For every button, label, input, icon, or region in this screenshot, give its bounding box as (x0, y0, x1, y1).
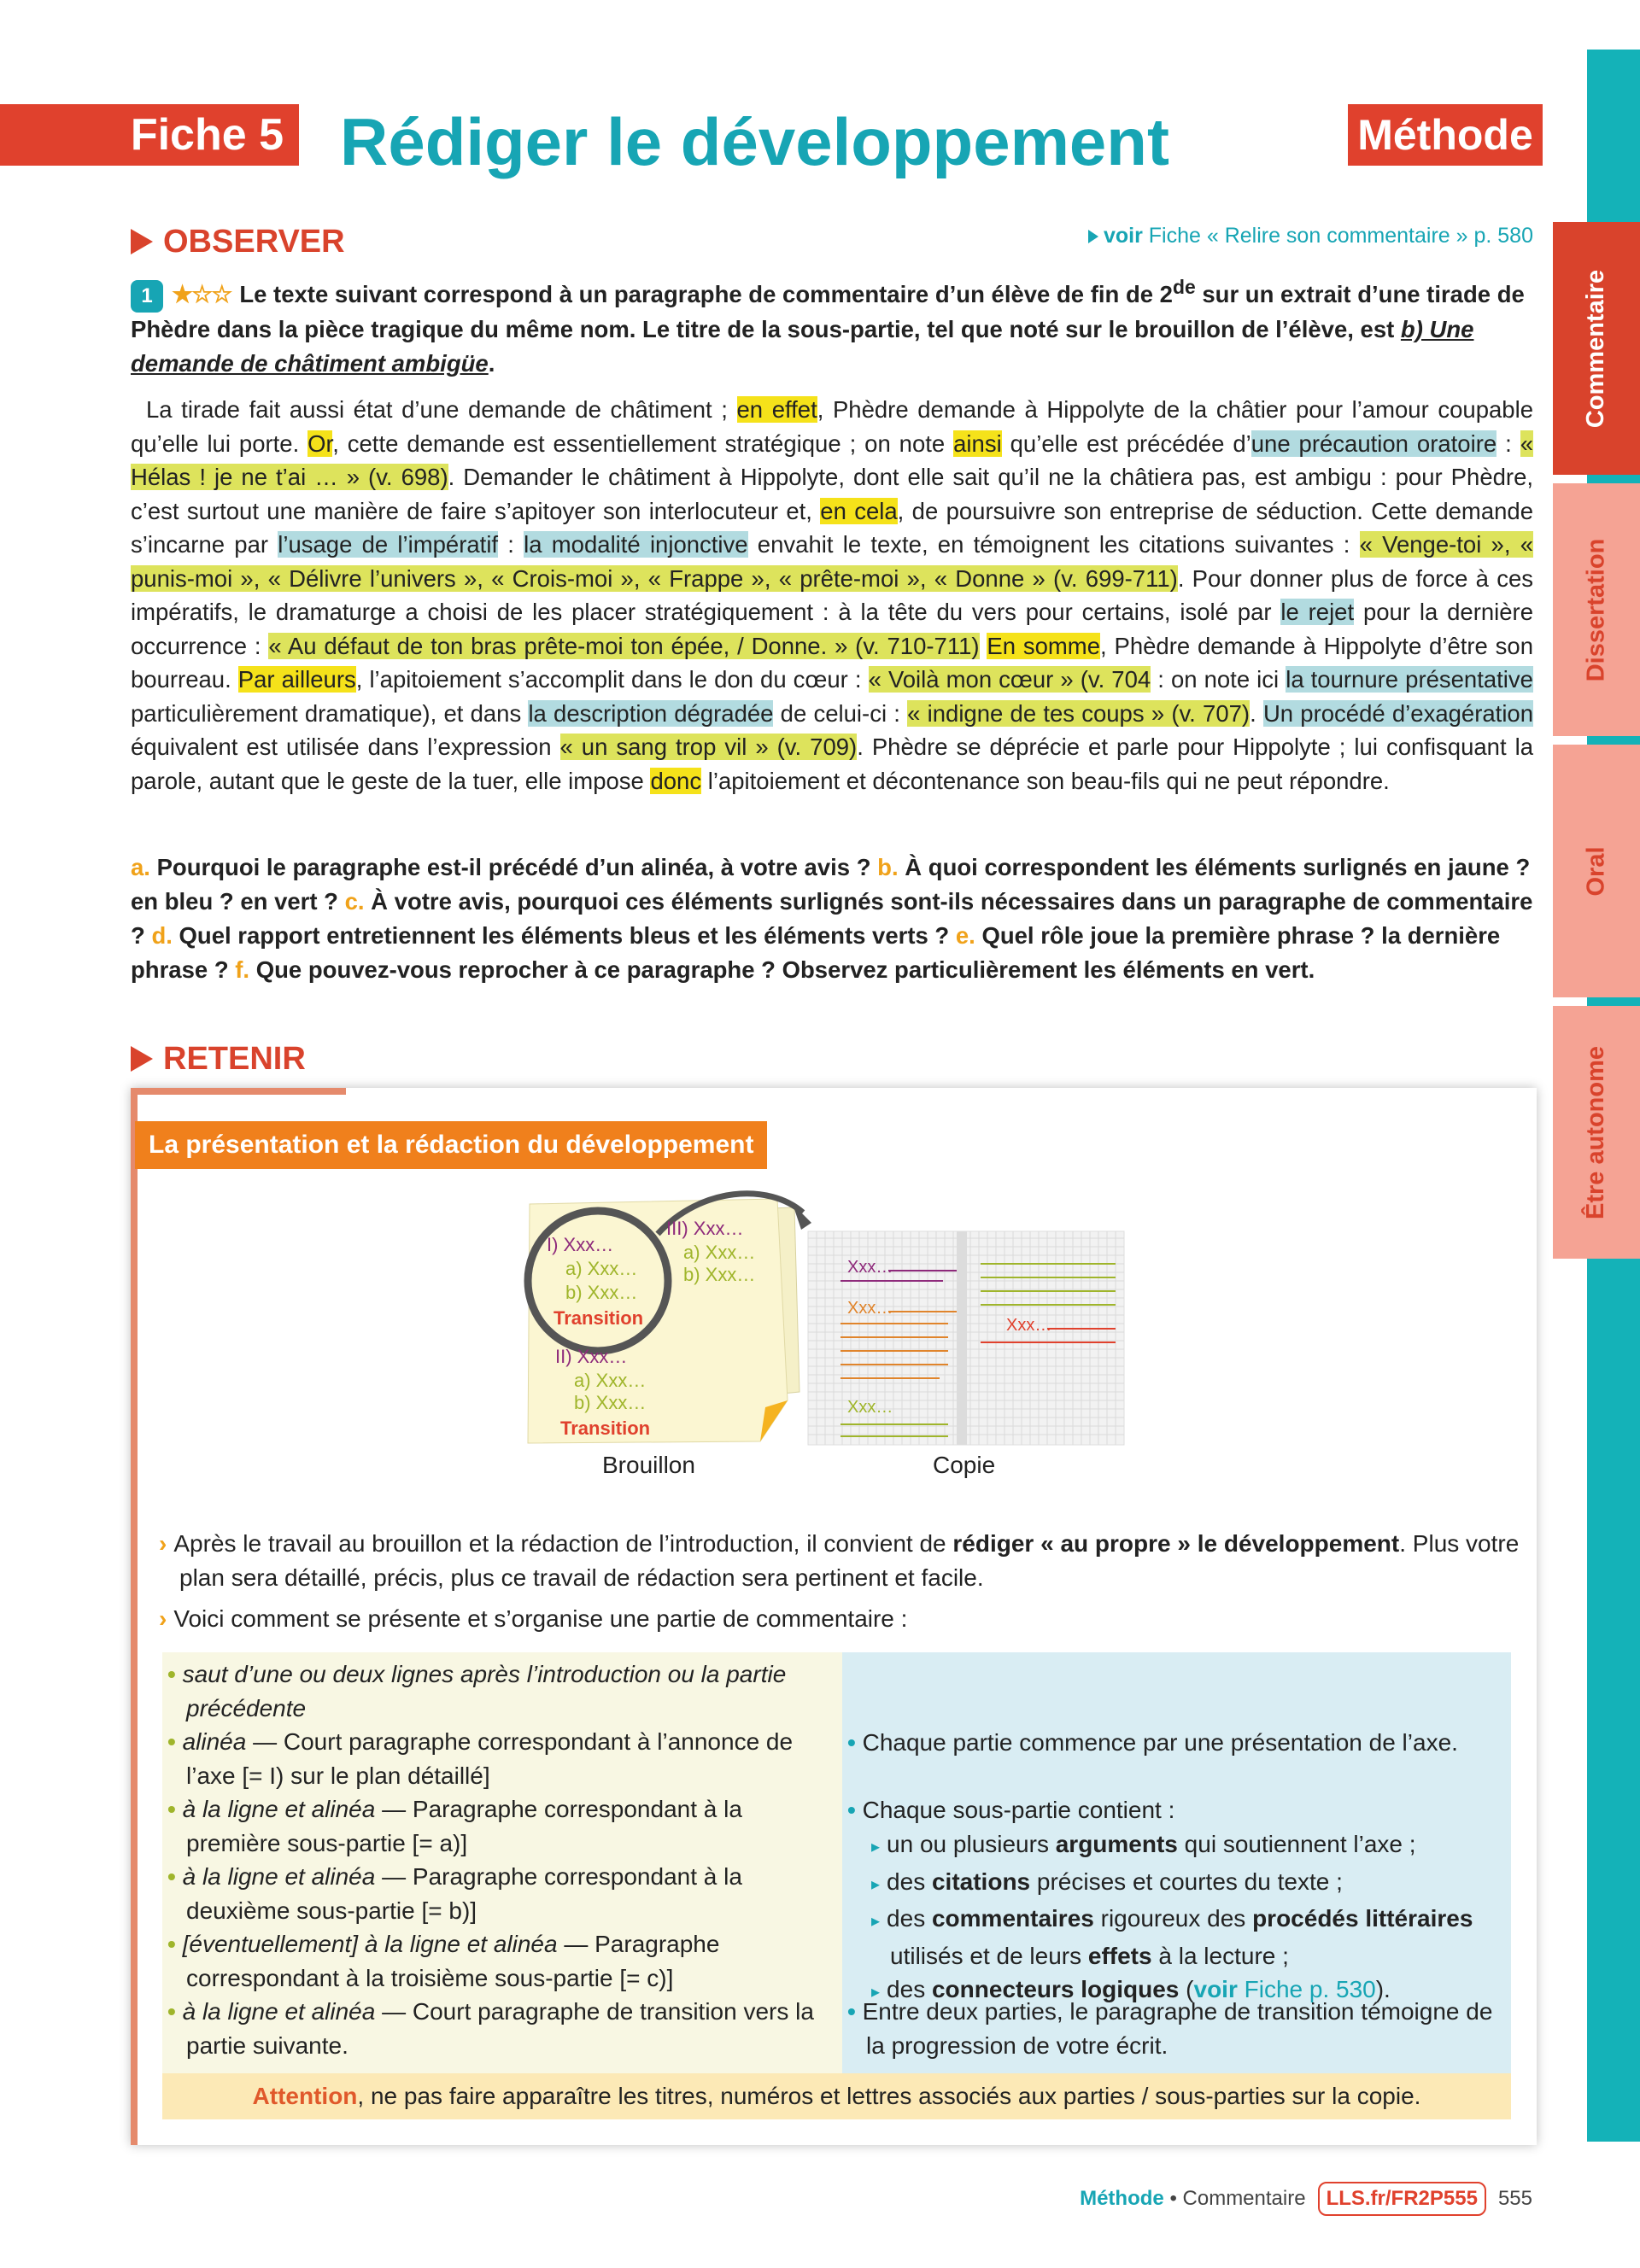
question-text: Pourquoi le paragraphe est-il précédé d’un alinéa, à votre avis ? (149, 854, 878, 880)
highlight-g: « Venge-toi », « punis-moi », « Délivre l’univers », « Crois-moi », « Frappe », « prête-moi », « Donne » (v. 699-711) (131, 531, 1533, 592)
bullet-text: . Plus votre plan sera détaillé, précis, plus ce travail de rédaction sera pertinent et facile. (179, 1530, 1520, 1591)
highlight-y: En somme (987, 632, 1101, 659)
highlight-y: en effet (736, 396, 817, 423)
paragraph-text: envahit le texte, en témoignent les citations suivantes : (747, 531, 1360, 558)
b-part1b: b) Xxx… (565, 1282, 638, 1303)
sub-item-text: ( (1179, 1976, 1194, 2002)
sub-item (871, 1827, 1507, 1865)
cell-text: Chaque sous-partie contient : (862, 1797, 1175, 1823)
caret-right-icon: ▸ (871, 1983, 881, 2002)
left-column (167, 1657, 834, 2062)
sub-item-text: précises et courtes du texte ; (1030, 1868, 1343, 1895)
left-item (167, 1725, 834, 1792)
copie-line3: Xxx… (847, 1398, 893, 1417)
left-item (167, 1657, 834, 1725)
left-item-text: — Court paragraphe de transition vers la partie suivante. (186, 1998, 814, 2059)
page-number: 555 (1497, 2187, 1532, 2210)
question-text: Quel rapport entretiennent les éléments bleus et les éléments verts ? (172, 922, 956, 949)
highlight-b: l’usage de l’impératif (278, 531, 499, 558)
retenir-heading-text: RETENIR (163, 1041, 306, 1077)
difficulty-stars: ★☆☆ (172, 281, 231, 308)
paragraph-text: . (1250, 699, 1263, 727)
questions (131, 850, 1533, 987)
footer (1080, 2182, 1532, 2216)
highlight-g: « Voilà mon cœur » (v. 704 (868, 666, 1151, 693)
b-part3a: a) Xxx… (683, 1242, 756, 1263)
sub-item-bold: connecteurs logiques (931, 1976, 1180, 2002)
chevron-right-icon: › (159, 1530, 167, 1557)
caret-right-icon: ▸ (871, 1838, 881, 1856)
copie-line4: Xxx… (1006, 1316, 1052, 1335)
tab-label: Commentaire (1582, 269, 1610, 428)
highlight-g: « Au défaut de ton bras prête-moi ton épée, / Donne. » (v. 710-711) (268, 632, 980, 659)
left-item-text: — Paragraphe correspondant à la première sous-partie [= a)] (186, 1796, 742, 1856)
b-part1a: a) Xxx… (565, 1258, 638, 1279)
voir-word: voir (1193, 1976, 1238, 2002)
bullet-text: Après le travail au brouillon et la rédaction de l’introduction, il convient de (173, 1530, 953, 1557)
sub-item-text: rigoureux des (1093, 1905, 1253, 1932)
highlight-b: Un procédé d’exagération (1262, 699, 1534, 727)
brouillon-label: Brouillon (602, 1452, 695, 1478)
observer-heading (131, 223, 345, 260)
sub-item-text: des (887, 1976, 932, 2002)
question-letter: c. (344, 888, 365, 915)
play-icon (131, 229, 153, 254)
question-letter: d. (151, 922, 173, 949)
highlight-y: donc (650, 767, 702, 794)
student-paragraph (131, 393, 1533, 798)
copie-label: Copie (933, 1452, 996, 1478)
left-item-italic: à la ligne et alinéa (182, 1796, 376, 1822)
sub-item-bold: effets (1087, 1942, 1152, 1969)
sub-item-text: qui soutiennent l’axe ; (1177, 1831, 1416, 1857)
fiche-badge: Fiche 5 (0, 104, 299, 166)
bullet-dot: • (167, 1998, 183, 2025)
b-transition2: Transition (560, 1418, 651, 1439)
exercise-number: 1 (131, 280, 163, 313)
cell-text: Entre deux parties, le paragraphe de transition témoigne de la progression de votre écrit. (862, 1998, 1493, 2059)
bullet-dot: • (847, 1797, 856, 1823)
prompt-text: sur un extrait d’une tirade de Phèdre dans la pièce tragique du même nom. Le titre de la sous-partie, tel que noté sur le brouillon de l’élève, est (131, 281, 1525, 342)
attention-label: Attention (252, 2083, 358, 2109)
bullet-dot: • (167, 1863, 183, 1890)
paragraph-text: , l’apitoiement s’accomplit dans le don du cœur : (355, 666, 869, 693)
bullet-dot: • (847, 1998, 856, 2025)
footer-methode: Méthode (1080, 2187, 1164, 2210)
left-item-italic: [éventuellement] à la ligne et alinéa (182, 1931, 558, 1957)
tab-commentaire[interactable] (1553, 222, 1640, 475)
page-title: Rédiger le développement (340, 104, 1169, 179)
b-part2a: a) Xxx… (574, 1370, 647, 1391)
voir-word: voir (1103, 224, 1143, 248)
tab-oral[interactable] (1553, 745, 1640, 997)
exercise-prompt (131, 270, 1533, 381)
sub-item-bold: commentaires (931, 1905, 1094, 1932)
caret-right-icon: ▸ (871, 1874, 881, 1894)
left-item (167, 1995, 834, 2062)
bullet-dot: • (167, 1796, 183, 1822)
footer-domain: Commentaire (1182, 2187, 1306, 2210)
paragraph-text: équivalent est utilisée dans l’expression (131, 734, 560, 760)
sub-item-text: des (887, 1905, 932, 1932)
prompt-sup: de (1172, 276, 1196, 298)
highlight-y: Par ailleurs (237, 666, 356, 693)
bullet-dot: • (167, 1931, 183, 1957)
left-item-italic: à la ligne et alinéa (182, 1998, 376, 2025)
highlight-b: une précaution oratoire (1250, 430, 1497, 457)
chevron-right-icon: › (159, 1605, 167, 1632)
highlight-b: la description dégradée (528, 699, 774, 727)
paragraph-text: de celui-ci : (773, 699, 908, 727)
left-item-italic: alinéa (182, 1728, 247, 1755)
left-item (167, 1927, 834, 1995)
sub-item-text: utilisés et de leurs (890, 1942, 1088, 1969)
card-accent-top (131, 1088, 346, 1095)
question-letter: e. (955, 922, 975, 949)
sub-item-bold: citations (931, 1868, 1031, 1895)
paragraph-text: : (1496, 430, 1520, 457)
left-item (167, 1860, 834, 1927)
question-text: À quoi correspondent les éléments surlignés en jaune ? en bleu ? en vert ? (131, 854, 1531, 915)
right-axe (847, 1726, 1505, 1760)
question-text: Quel rôle joue la première phrase ? la dernière phrase ? (131, 922, 1501, 983)
cell-text: Chaque partie commence par une présentation de l’axe. (862, 1729, 1458, 1756)
paragraph-text: . Pour donner plus de force à ces impératifs, le dramaturge a choisi de les placer stratégiquement : à la tête du vers pour certains, isolé par (131, 564, 1533, 625)
left-item-text: — Court paragraphe correspondant à l’annonce de l’axe [= I) sur le plan détaillé] (186, 1728, 794, 1789)
copie-line2: Xxx… (847, 1299, 893, 1318)
magnifier-icon (528, 1211, 668, 1351)
paragraph-text: l’apitoiement et décontenance son beau-fils qui ne peut répondre. (701, 767, 1390, 794)
brouillon-copie-figure (512, 1187, 1145, 1460)
retenir-bullet-1 (159, 1527, 1538, 1595)
b-part3: III) Xxx… (666, 1218, 744, 1239)
sub-item-text: des (887, 1868, 932, 1895)
sub-item-text: à la lecture ; (1151, 1942, 1289, 1969)
copie-pages (808, 1231, 1124, 1445)
retenir-bullet-2 (159, 1602, 1517, 1636)
sub-item-bold: arguments (1055, 1831, 1178, 1857)
paragraph-text: , de poursuivre son entreprise de séduction. Cette demande s’incarne par (131, 497, 1533, 558)
subpart-title: b) Une demande de châtiment ambigüe (131, 315, 1474, 377)
left-item (167, 1792, 834, 1860)
right-sub-list (871, 1827, 1507, 2010)
highlight-y: ainsi (953, 430, 1002, 457)
highlight-b: la modalité injonctive (524, 531, 748, 558)
b-part2b: b) Xxx… (574, 1392, 647, 1413)
tab-label: Oral (1582, 845, 1610, 897)
sub-item-text: un ou plusieurs (887, 1831, 1056, 1857)
voir-link[interactable] (1088, 222, 1533, 249)
left-item-italic: à la ligne et alinéa (182, 1863, 376, 1890)
b-transition1: Transition (554, 1307, 644, 1329)
question-letter: b. (877, 854, 899, 880)
paragraph-text: . Phèdre se déprécie et parle pour Hippolyte ; lui confisquant la parole, autant que le geste de la tuer, elle impose (131, 734, 1534, 794)
play-icon (131, 1046, 153, 1072)
question-text: Que pouvez-vous reprocher à ce paragraphe ? Observez particulièrement les éléments en vert. (249, 956, 1315, 983)
card-title: La présentation et la rédaction du développement (135, 1121, 767, 1169)
paragraph-text: , Phèdre demande à Hippolyte de la châtier pour l’amour coupable qu’elle lui porte. (131, 396, 1533, 457)
highlight-g: « un sang trop vil » (v. 709) (559, 734, 858, 760)
footer-sep: • (1169, 2187, 1177, 2210)
tab-label: Dissertation (1582, 538, 1610, 681)
paragraph-text: qu’elle est précédée d’ (1001, 430, 1251, 457)
highlight-b: la tournure présentative (1286, 666, 1533, 693)
b-part1: I) Xxx… (547, 1234, 614, 1255)
highlight-g: « indigne de tes coups » (v. 707) (907, 699, 1250, 727)
paragraph-text: particulièrement dramatique), et dans (131, 699, 529, 727)
right-sous (847, 1793, 1505, 1827)
sub-item (871, 1865, 1507, 1903)
highlight-y: en cela (820, 497, 898, 524)
right-transition (847, 1995, 1505, 2062)
question-letter: f. (235, 956, 250, 983)
question-text: À votre avis, pourquoi ces éléments surlignés sont-ils nécessaires dans un paragraphe de commentaire ? (131, 888, 1533, 949)
tab-dissertation[interactable] (1553, 483, 1640, 736)
attention-note (162, 2073, 1511, 2119)
paragraph-text: . Demander le châtiment à Hippolyte, dont elle sait qu’il ne la châtiera pas, est ambigu : pour Phèdre, c’est surtout une manière de faire s’apitoyer son interlocuteur et, (131, 464, 1534, 524)
tab-etre-autonome[interactable] (1553, 1006, 1640, 1259)
bullet-bold: rédiger « au propre » le développement (952, 1530, 1400, 1557)
copie-line1: Xxx… (847, 1258, 893, 1277)
bullet-text: Voici comment se présente et s’organise une partie de commentaire : (173, 1605, 908, 1632)
left-item-italic: saut d’une ou deux lignes après l’introduction ou la partie précédente (182, 1661, 787, 1721)
tab-label: Être autonome (1582, 1045, 1610, 1219)
b-part2: II) Xxx… (555, 1346, 628, 1367)
paragraph-text: , Phèdre demande à Hippolyte d’être son bourreau. (131, 632, 1534, 693)
paragraph-text: : on note ici (1151, 666, 1286, 693)
methode-badge: Méthode (1348, 104, 1543, 166)
paragraph-text: La tirade fait aussi état d’une demande de châtiment ; (146, 396, 737, 423)
prompt-text: Le texte suivant correspond à un paragraphe de commentaire d’un élève de fin de 2 (239, 281, 1173, 308)
play-icon (1088, 230, 1098, 243)
retenir-heading (131, 1040, 306, 1078)
observer-heading-text: OBSERVER (163, 224, 345, 260)
paragraph-text: , cette demande est essentiellement stratégique ; on note (332, 430, 954, 457)
left-item-text: — Paragraphe correspondant à la troisième sous-partie [= c)] (186, 1931, 720, 1991)
attention-text: , ne pas faire apparaître les titres, numéros et lettres associés aux parties / sous-parties sur la copie. (357, 2083, 1421, 2109)
caret-right-icon: ▸ (871, 1912, 881, 1931)
highlight-b: le rejet (1280, 599, 1355, 625)
left-item-text: — Paragraphe correspondant à la deuxième sous-partie [= b)] (186, 1863, 742, 1924)
card-accent (131, 1088, 138, 2145)
b-part3b: b) Xxx… (683, 1264, 756, 1285)
sub-item-text: ). (1375, 1976, 1391, 2002)
bullet-dot: • (167, 1661, 183, 1687)
voir-text: Fiche « Relire son commentaire » p. 580 (1148, 224, 1533, 248)
bullet-dot: • (167, 1728, 183, 1755)
highlight-g: « Hélas ! je ne t’ai … » (v. 698) (131, 430, 1533, 490)
sub-item (871, 1902, 1507, 1973)
fiche-ref[interactable]: Fiche p. 530 (1237, 1976, 1376, 2002)
paragraph-text: : (498, 531, 524, 558)
prompt-text: . (488, 349, 495, 377)
bullet-dot: • (847, 1729, 856, 1756)
footer-link[interactable]: LLS.fr/FR2P555 (1318, 2182, 1486, 2216)
question-letter: a. (131, 854, 150, 880)
paragraph-text: pour la dernière occurrence : (131, 599, 1533, 659)
highlight-y: Or (308, 430, 333, 457)
sub-item-bold: procédés littéraires (1252, 1905, 1473, 1932)
